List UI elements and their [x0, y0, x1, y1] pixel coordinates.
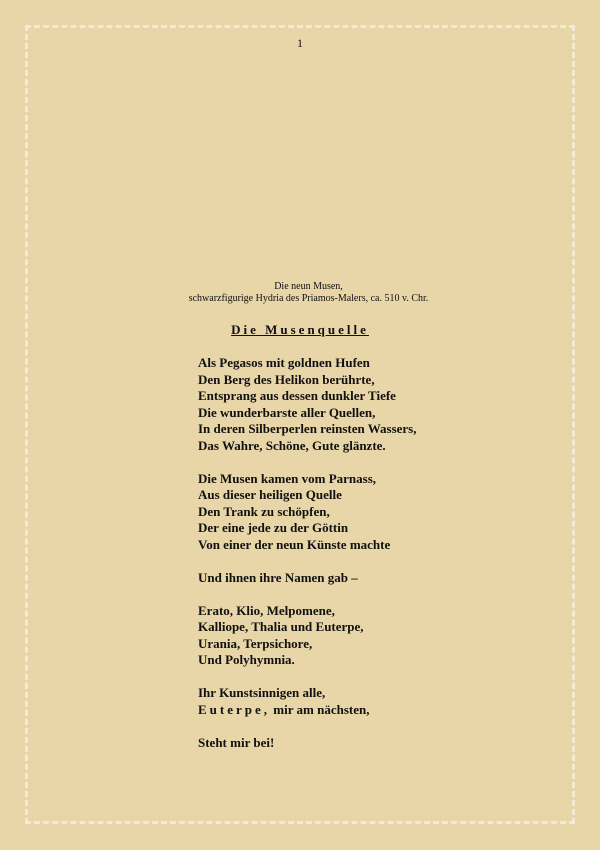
stanza-2	[198, 471, 416, 554]
poem-line: In deren Silberperlen reinsten Wassers,	[198, 421, 417, 436]
stanza-4	[198, 603, 416, 669]
poem-title: Die Musenquelle	[231, 322, 369, 337]
poem-line: Den Trank zu schöpfen,	[198, 503, 330, 519]
poem-line: Und ihnen ihre Namen gab –	[198, 569, 358, 585]
poem-line: Ihr Kunstsinnigen alle,	[198, 685, 326, 700]
caption-line-2: schwarzfigurige Hydria des Priamos-Malers, ca. 510 v. Chr.	[188, 293, 429, 304]
poem-line: Den Berg des Helikon berührte,	[198, 371, 375, 387]
poem-line: Und Polyhymnia.	[198, 652, 295, 667]
poem-line-euterpe	[198, 702, 416, 719]
poem-line-rest: mir am nächsten,	[273, 701, 370, 717]
poem-line: Steht mir bei!	[198, 734, 275, 750]
stanza-3	[198, 570, 416, 587]
poem-line: Aus dieser heiligen Quelle	[198, 487, 342, 502]
poem-line: Kalliope, Thalia und Euterpe,	[198, 619, 364, 634]
poem-line: Von einer der neun Künste machte	[198, 536, 391, 552]
stanza-5	[198, 685, 416, 718]
poem-line: Erato, Klio, Melpomene,	[198, 602, 335, 618]
poem-body	[198, 355, 416, 768]
stanza-6	[198, 735, 416, 752]
page-number: 1	[297, 36, 303, 50]
poem-line: Entsprang aus dessen dunkler Tiefe	[198, 388, 396, 403]
caption-line-1: Die neun Musen,	[274, 281, 343, 292]
poem-line: Die Musen kamen vom Parnass,	[198, 470, 377, 486]
poem-line: Die wunderbarste aller Quellen,	[198, 404, 376, 420]
poem-line: Als Pegasos mit goldnen Hufen	[198, 355, 370, 370]
stanza-1	[198, 355, 416, 454]
euterpe-emphasis: Euterpe,	[198, 701, 271, 717]
image-caption	[0, 281, 600, 305]
poem-line: Der eine jede zu der Göttin	[198, 520, 349, 535]
poem-line: Urania, Terpsichore,	[198, 635, 313, 651]
poem-line: Das Wahre, Schöne, Gute glänzte.	[198, 437, 386, 453]
